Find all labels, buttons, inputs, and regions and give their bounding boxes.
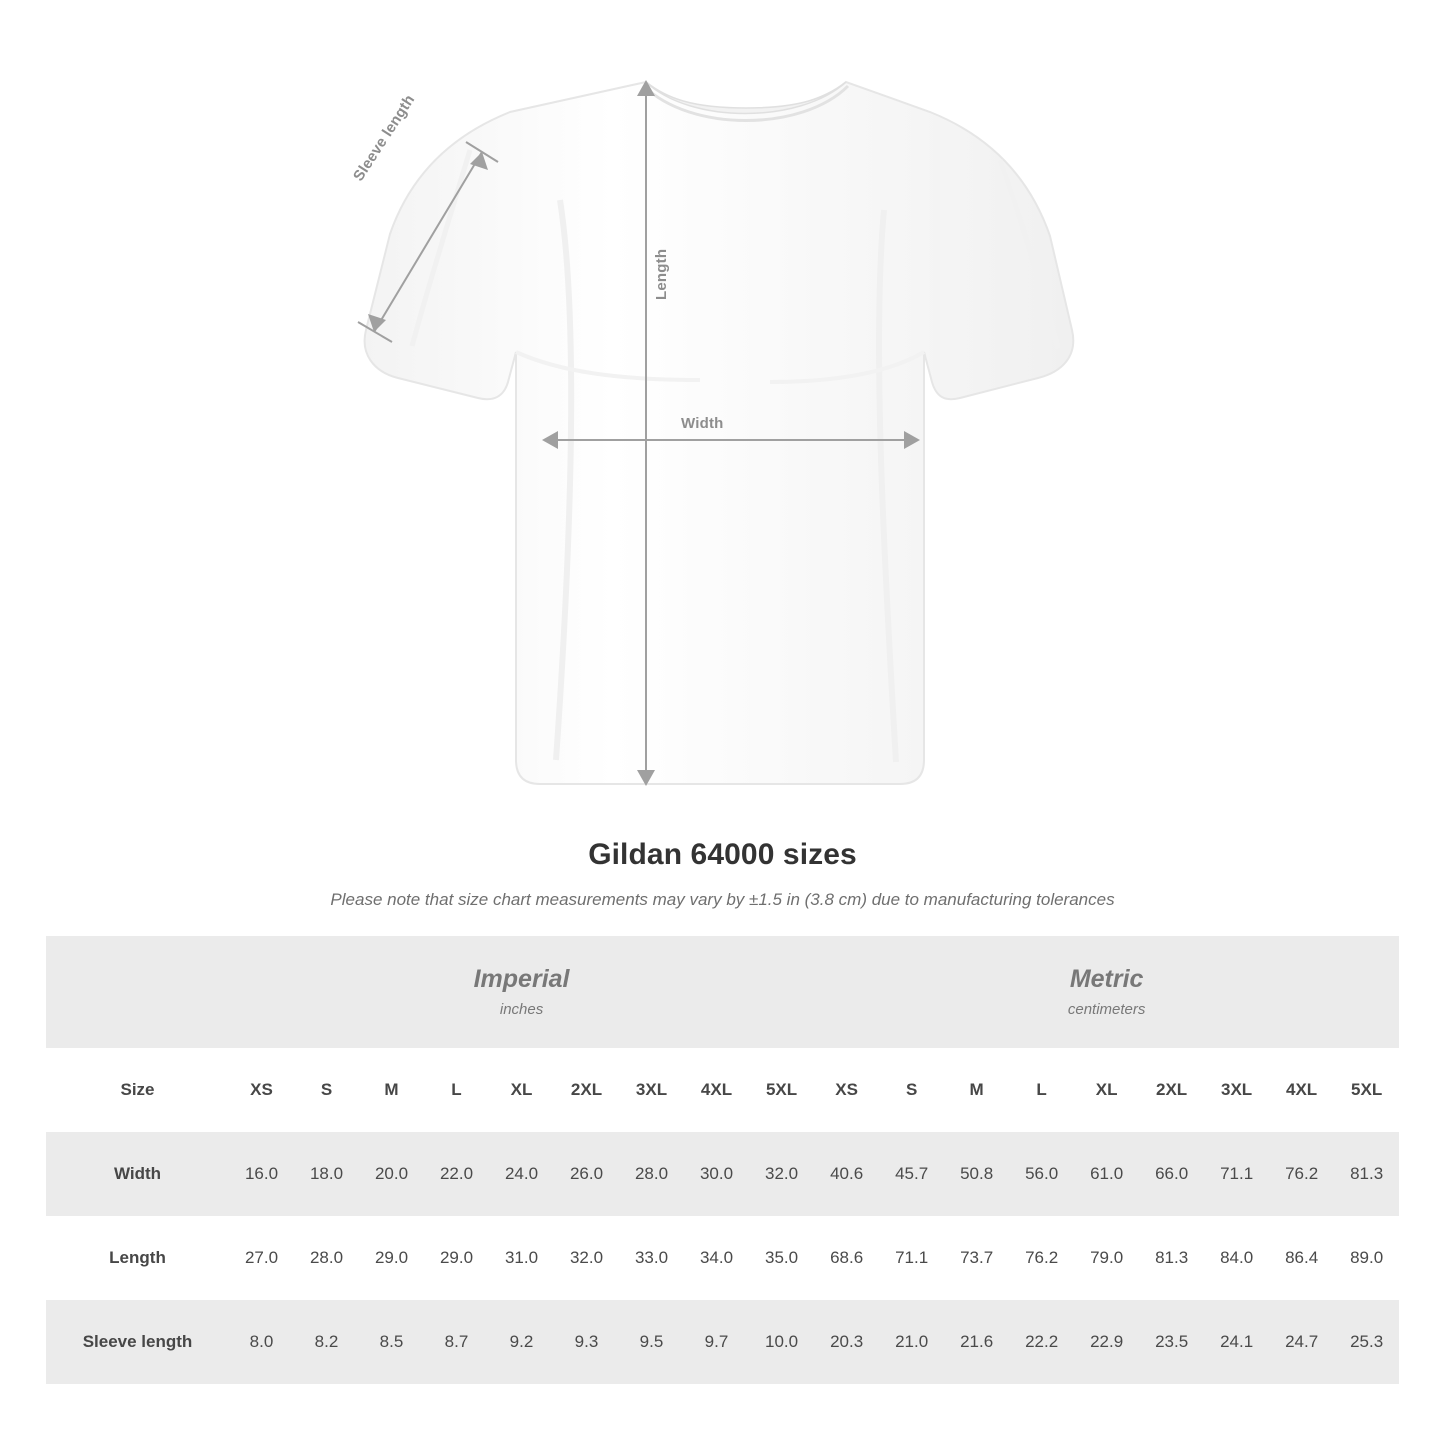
- cell: 45.7: [879, 1132, 944, 1216]
- cell: 21.6: [944, 1300, 1009, 1384]
- units-blank-cell: [46, 936, 229, 1048]
- cell: 10.0: [749, 1300, 814, 1384]
- cell: 20.3: [814, 1300, 879, 1384]
- cell: 29.0: [424, 1216, 489, 1300]
- cell: 79.0: [1074, 1216, 1139, 1300]
- cell: 71.1: [879, 1216, 944, 1300]
- col-header: XS: [814, 1048, 879, 1132]
- col-header: 3XL: [1204, 1048, 1269, 1132]
- cell: 23.5: [1139, 1300, 1204, 1384]
- cell: 8.0: [229, 1300, 294, 1384]
- cell: 34.0: [684, 1216, 749, 1300]
- length-label: Length: [653, 248, 670, 300]
- metric-header: [814, 936, 1399, 1048]
- metric-name: Metric: [1069, 965, 1144, 994]
- cell: 16.0: [229, 1132, 294, 1216]
- table-row: [46, 1132, 1399, 1216]
- cell: 28.0: [619, 1132, 684, 1216]
- tolerance-note: Please note that size chart measurements may vary by ±1.5 in (3.8 cm) due to manufacturing tolerances: [330, 890, 1115, 909]
- imperial-name: Imperial: [473, 965, 570, 994]
- cell: 73.7: [944, 1216, 1009, 1300]
- row-label: Width: [46, 1132, 229, 1216]
- size-header-row: [46, 1048, 1399, 1132]
- col-header: 5XL: [1334, 1048, 1399, 1132]
- col-header: 3XL: [619, 1048, 684, 1132]
- cell: 30.0: [684, 1132, 749, 1216]
- col-header: XS: [229, 1048, 294, 1132]
- cell: 81.3: [1334, 1132, 1399, 1216]
- cell: 66.0: [1139, 1132, 1204, 1216]
- cell: 9.3: [554, 1300, 619, 1384]
- cell: 76.2: [1009, 1216, 1074, 1300]
- cell: 24.1: [1204, 1300, 1269, 1384]
- cell: 56.0: [1009, 1132, 1074, 1216]
- sleeve-length-label: Sleeve length: [350, 91, 419, 185]
- cell: 9.2: [489, 1300, 554, 1384]
- cell: 76.2: [1269, 1132, 1334, 1216]
- size-table-wrapper: [0, 936, 1445, 1384]
- cell: 81.3: [1139, 1216, 1204, 1300]
- cell: 22.2: [1009, 1300, 1074, 1384]
- cell: 35.0: [749, 1216, 814, 1300]
- cell: 33.0: [619, 1216, 684, 1300]
- cell: 22.0: [424, 1132, 489, 1216]
- cell: 31.0: [489, 1216, 554, 1300]
- row-label: Length: [46, 1216, 229, 1300]
- cell: 27.0: [229, 1216, 294, 1300]
- metric-sub: centimeters: [1067, 1000, 1146, 1018]
- col-header: S: [294, 1048, 359, 1132]
- col-header: L: [424, 1048, 489, 1132]
- col-header: 5XL: [749, 1048, 814, 1132]
- col-header: 4XL: [1269, 1048, 1334, 1132]
- table-row: [46, 1300, 1399, 1384]
- cell: 18.0: [294, 1132, 359, 1216]
- col-header: XL: [489, 1048, 554, 1132]
- cell: 32.0: [554, 1216, 619, 1300]
- width-label: Width: [681, 415, 724, 432]
- cell: 20.0: [359, 1132, 424, 1216]
- cell: 8.7: [424, 1300, 489, 1384]
- size-row-header: Size: [46, 1048, 229, 1132]
- col-header: L: [1009, 1048, 1074, 1132]
- cell: 86.4: [1269, 1216, 1334, 1300]
- cell: 40.6: [814, 1132, 879, 1216]
- cell: 61.0: [1074, 1132, 1139, 1216]
- cell: 24.7: [1269, 1300, 1334, 1384]
- col-header: 2XL: [1139, 1048, 1204, 1132]
- row-label: Sleeve length: [46, 1300, 229, 1384]
- cell: 21.0: [879, 1300, 944, 1384]
- cell: 8.5: [359, 1300, 424, 1384]
- imperial-sub: inches: [499, 1000, 544, 1018]
- table-row: [46, 1216, 1399, 1300]
- size-table: [46, 936, 1399, 1384]
- cell: 50.8: [944, 1132, 1009, 1216]
- col-header: M: [359, 1048, 424, 1132]
- cell: 32.0: [749, 1132, 814, 1216]
- cell: 71.1: [1204, 1132, 1269, 1216]
- cell: 89.0: [1334, 1216, 1399, 1300]
- units-header-row: [46, 936, 1399, 1048]
- page-title: Gildan 64000 sizes: [588, 838, 857, 871]
- cell: 29.0: [359, 1216, 424, 1300]
- col-header: 4XL: [684, 1048, 749, 1132]
- cell: 25.3: [1334, 1300, 1399, 1384]
- cell: 9.7: [684, 1300, 749, 1384]
- col-header: M: [944, 1048, 1009, 1132]
- cell: 84.0: [1204, 1216, 1269, 1300]
- cell: 28.0: [294, 1216, 359, 1300]
- cell: 68.6: [814, 1216, 879, 1300]
- imperial-header: [229, 936, 814, 1048]
- cell: 22.9: [1074, 1300, 1139, 1384]
- cell: 26.0: [554, 1132, 619, 1216]
- cell: 8.2: [294, 1300, 359, 1384]
- col-header: XL: [1074, 1048, 1139, 1132]
- cell: 9.5: [619, 1300, 684, 1384]
- cell: 24.0: [489, 1132, 554, 1216]
- col-header: S: [879, 1048, 944, 1132]
- col-header: 2XL: [554, 1048, 619, 1132]
